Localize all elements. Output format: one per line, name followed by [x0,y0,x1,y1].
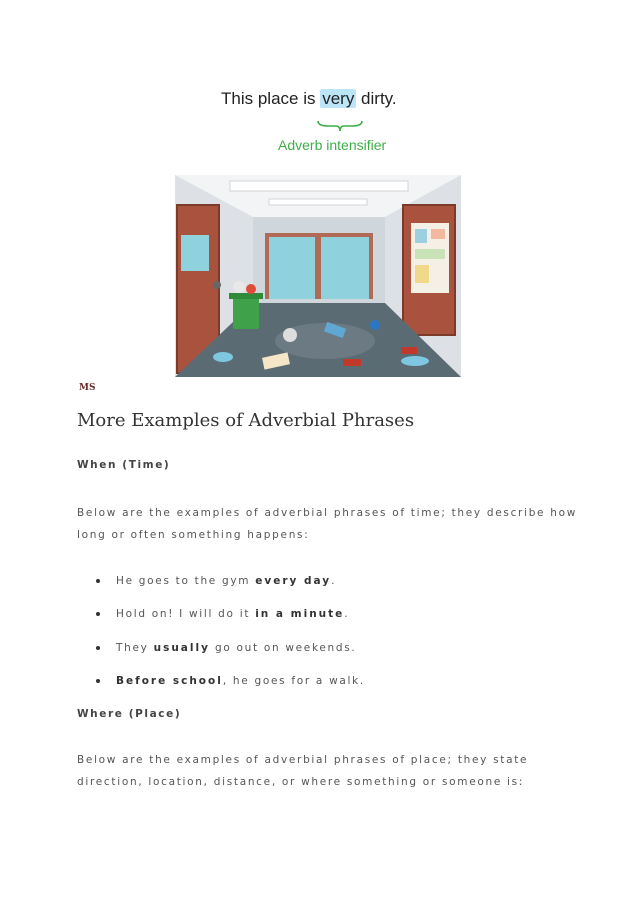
where-intro-line-1: Below are the examples of adverbial phrases of place; they state [77,754,529,766]
list-item: They usually go out on weekends. [77,637,365,670]
dirty-hallway-illustration [175,175,461,377]
where-intro-line-2: direction, location, distance, or where something or someone is: [77,776,525,788]
adverbial-phrase: usually [153,641,210,654]
adverbial-phrase: every day [255,575,332,587]
adverbial-phrase: in a minute [255,608,345,621]
when-intro-line-1: Below are the examples of adverbial phrases of time; they describe how [77,507,578,519]
time-examples-list [77,570,365,703]
bullet-icon [96,612,100,616]
list-item: Hold on! I will do it in a minute. [77,603,365,636]
curly-brace-icon [316,119,364,133]
bullet-icon [96,679,100,683]
section-title: More Examples of Adverbial Phrases [77,410,415,431]
when-intro [77,502,578,546]
annotation-label: Adverb intensifier [278,137,387,153]
where-heading: Where (Place) [77,708,182,720]
when-intro-line-2: long or often something happens: [77,529,310,541]
adverbial-phrase: Before school [116,674,223,687]
example-sentence [221,89,397,109]
sentence-before: This place is [221,89,321,108]
bullet-icon [96,579,100,583]
bullet-icon [96,646,100,650]
sentence-after: dirty. [356,89,397,108]
when-heading: When (Time) [77,459,171,471]
where-intro [77,749,557,793]
list-item: He goes to the gym every day. [77,570,365,603]
logo-text: MS [79,383,96,393]
site-logo [78,378,104,394]
highlighted-adverb: very [322,89,355,108]
list-item: Before school, he goes for a walk. [77,670,365,703]
